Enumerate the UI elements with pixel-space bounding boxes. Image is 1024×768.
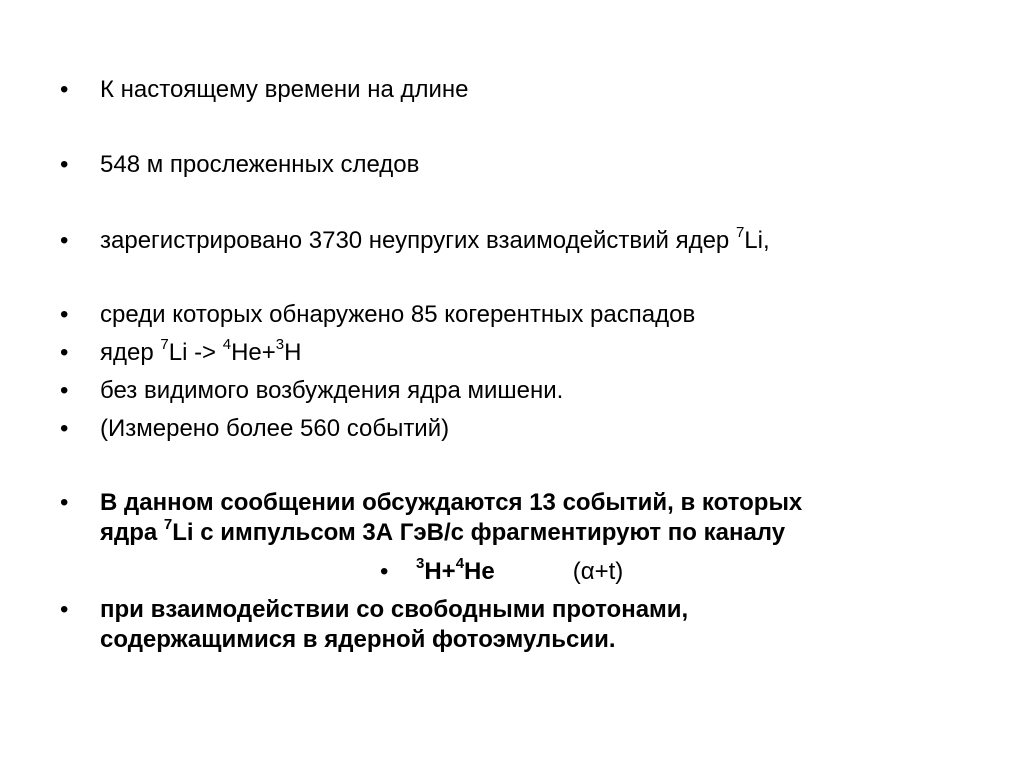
bullet-marker: • bbox=[60, 415, 69, 442]
superscript: 3 bbox=[275, 336, 285, 353]
bullet-text: (Измерено более 560 событий) bbox=[100, 415, 450, 442]
bullet-text bbox=[100, 226, 960, 256]
text-line-1: В данном сообщении обсуждаются 13 событий, в которых bbox=[100, 489, 803, 516]
bullet-item-9 bbox=[380, 557, 623, 587]
text-part: Li, bbox=[744, 227, 770, 254]
text-line-1: при взаимодействии со свободными протонами, bbox=[100, 596, 689, 623]
bullet-text bbox=[100, 488, 960, 548]
bullet-marker: • bbox=[60, 227, 69, 254]
bullet-marker: • bbox=[60, 377, 69, 404]
superscript: 7 bbox=[163, 516, 173, 533]
superscript: 4 bbox=[222, 336, 232, 353]
bullet-text: среди которых обнаружено 85 когерентных распадов bbox=[100, 301, 696, 328]
bullet-text bbox=[100, 338, 960, 368]
bullet-text: 548 м прослеженных следов bbox=[100, 151, 420, 178]
text-part: зарегистрировано 3730 неупругих взаимодействий ядер bbox=[100, 227, 736, 254]
text-part: (α+t) bbox=[572, 558, 624, 585]
bullet-marker: • bbox=[60, 76, 69, 103]
text-part: ядра bbox=[100, 519, 164, 546]
bullet-marker: • bbox=[60, 151, 69, 178]
superscript: 7 bbox=[735, 224, 745, 241]
bullet-marker: • bbox=[60, 339, 69, 366]
bullet-marker: • bbox=[380, 558, 389, 585]
text-part: H+ bbox=[424, 558, 456, 585]
text-part: He bbox=[464, 558, 495, 585]
superscript: 7 bbox=[160, 336, 169, 353]
bullet-marker: • bbox=[60, 596, 69, 623]
bullet-marker: • bbox=[60, 301, 69, 328]
text-part: He+ bbox=[231, 339, 276, 366]
text-part: H bbox=[284, 339, 302, 366]
text-part: Li -> bbox=[168, 339, 223, 366]
bullet-text: К настоящему времени на длине bbox=[100, 76, 469, 103]
text-part: Li с импульсом 3А ГэВ/с фрагментируют по каналу bbox=[172, 519, 786, 546]
text-line-2: содержащимися в ядерной фотоэмульсии. bbox=[100, 626, 616, 653]
superscript: 3 bbox=[416, 555, 425, 572]
bullet-marker: • bbox=[60, 489, 69, 516]
text-part: ядер bbox=[100, 339, 161, 366]
bullet-text bbox=[100, 595, 960, 655]
bullet-text: без видимого возбуждения ядра мишени. bbox=[100, 377, 564, 404]
superscript: 4 bbox=[455, 555, 465, 572]
